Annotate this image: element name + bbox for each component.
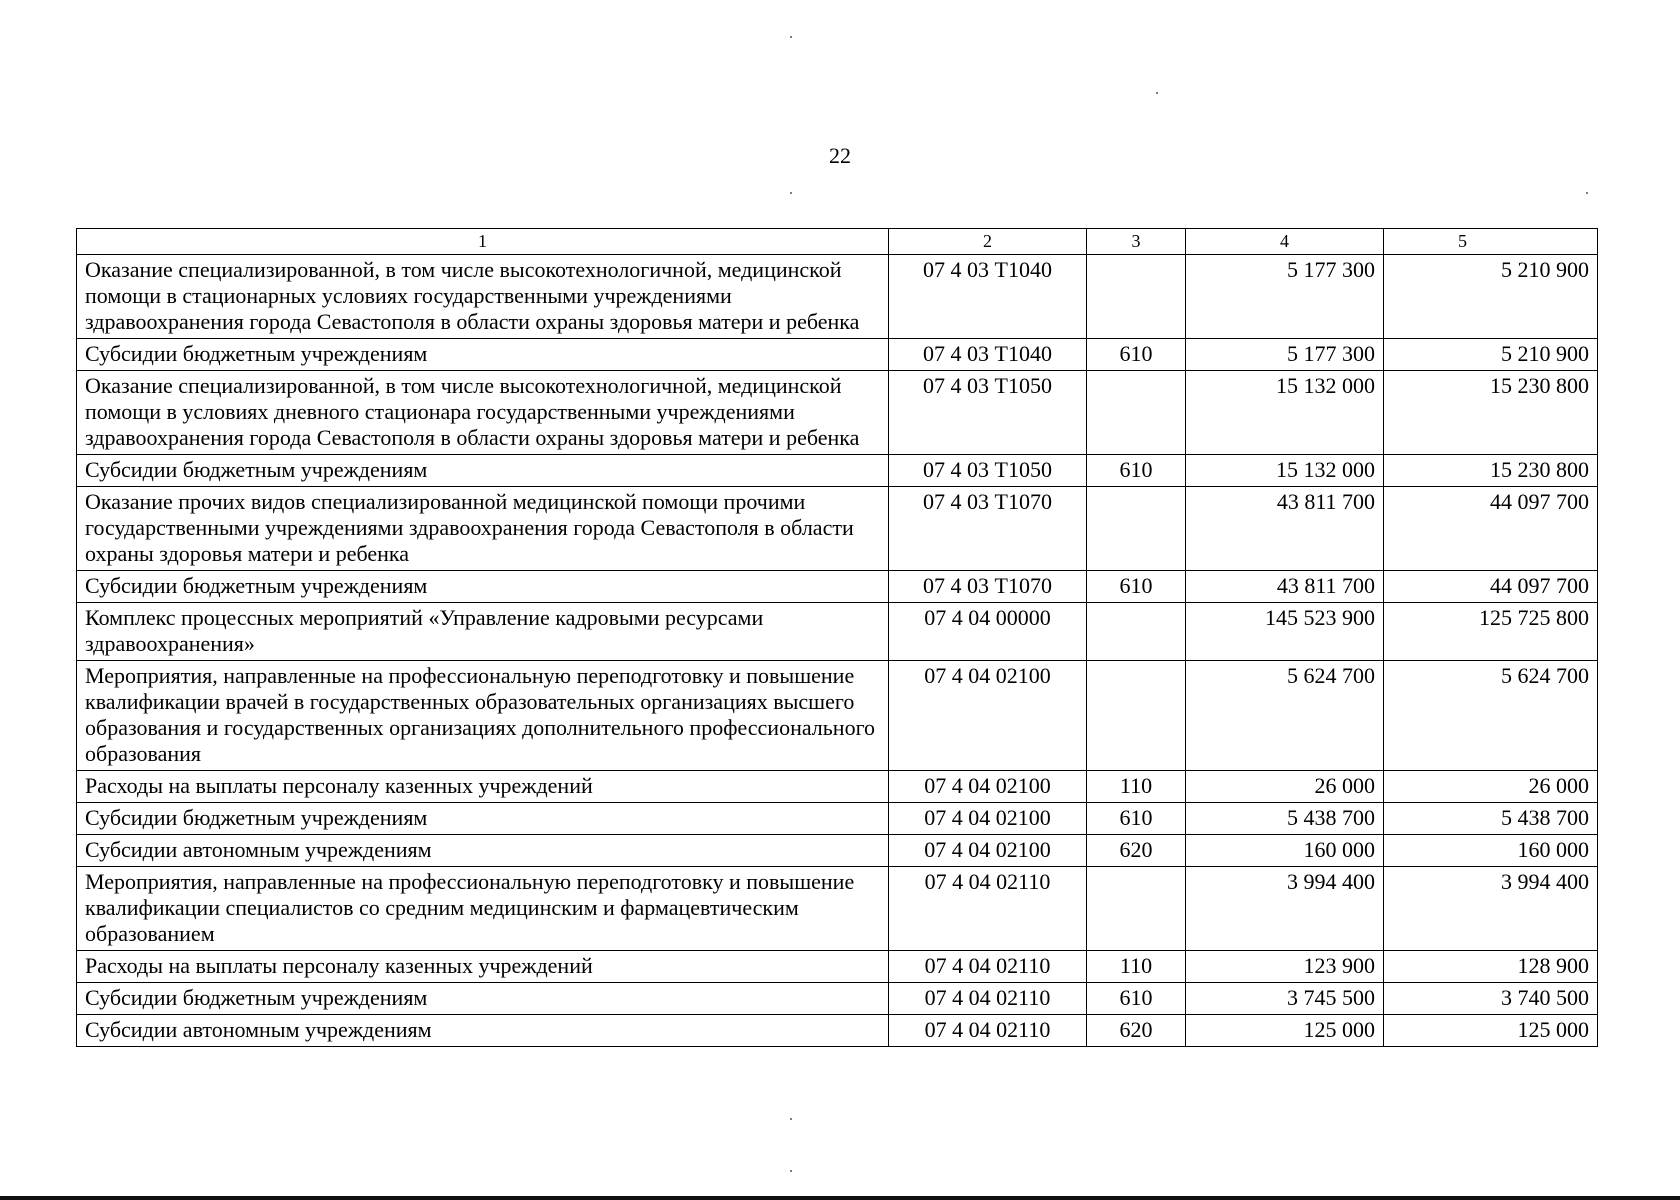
table-row bbox=[77, 487, 1598, 571]
row-name-cell: Субсидии бюджетным учреждениям bbox=[77, 571, 889, 603]
row-code-cell: 07 4 03 Т1040 bbox=[889, 255, 1087, 339]
row-code-cell: 07 4 03 Т1070 bbox=[889, 571, 1087, 603]
row-code-cell: 07 4 03 Т1050 bbox=[889, 455, 1087, 487]
row-name-cell: Расходы на выплаты персоналу казенных учреждений bbox=[77, 951, 889, 983]
table-row bbox=[77, 951, 1598, 983]
row-amount-2-cell: 3 740 500 bbox=[1384, 983, 1598, 1015]
row-code-cell: 07 4 04 02100 bbox=[889, 803, 1087, 835]
table-row bbox=[77, 339, 1598, 371]
row-type-cell bbox=[1087, 603, 1186, 661]
row-amount-1-cell: 26 000 bbox=[1186, 771, 1384, 803]
row-amount-1-cell: 3 994 400 bbox=[1186, 867, 1384, 951]
row-amount-1-cell: 15 132 000 bbox=[1186, 371, 1384, 455]
row-amount-2-cell: 5 624 700 bbox=[1384, 661, 1598, 771]
table-row bbox=[77, 803, 1598, 835]
row-type-cell: 620 bbox=[1087, 835, 1186, 867]
column-header-4: 4 bbox=[1186, 229, 1384, 255]
scan-speck bbox=[1586, 192, 1588, 194]
table-row bbox=[77, 255, 1598, 339]
column-header-5: 5 bbox=[1384, 229, 1598, 255]
page-number: 22 bbox=[829, 143, 851, 168]
row-amount-2-cell: 160 000 bbox=[1384, 835, 1598, 867]
row-type-cell bbox=[1087, 867, 1186, 951]
row-name-cell: Оказание прочих видов специализированной медицинской помощи прочими государственными учреждениями здравоохранения города Севастополя в области охраны здоровья матери и ребенка bbox=[77, 487, 889, 571]
row-amount-1-cell: 3 745 500 bbox=[1186, 983, 1384, 1015]
row-amount-2-cell: 128 900 bbox=[1384, 951, 1598, 983]
row-code-cell: 07 4 04 02110 bbox=[889, 1015, 1087, 1047]
row-amount-2-cell: 44 097 700 bbox=[1384, 487, 1598, 571]
row-amount-1-cell: 125 000 bbox=[1186, 1015, 1384, 1047]
row-type-cell: 110 bbox=[1087, 771, 1186, 803]
row-type-cell: 610 bbox=[1087, 983, 1186, 1015]
row-name-cell: Субсидии автономным учреждениям bbox=[77, 1015, 889, 1047]
table-row bbox=[77, 835, 1598, 867]
table-row bbox=[77, 455, 1598, 487]
scan-speck bbox=[790, 1170, 792, 1172]
row-name-cell: Субсидии бюджетным учреждениям bbox=[77, 339, 889, 371]
row-name-cell: Субсидии бюджетным учреждениям bbox=[77, 803, 889, 835]
table-row bbox=[77, 571, 1598, 603]
row-code-cell: 07 4 03 Т1050 bbox=[889, 371, 1087, 455]
row-amount-1-cell: 43 811 700 bbox=[1186, 487, 1384, 571]
table-row bbox=[77, 771, 1598, 803]
row-amount-1-cell: 145 523 900 bbox=[1186, 603, 1384, 661]
row-amount-2-cell: 5 210 900 bbox=[1384, 255, 1598, 339]
row-amount-2-cell: 5 438 700 bbox=[1384, 803, 1598, 835]
table-row bbox=[77, 371, 1598, 455]
column-header-1: 1 bbox=[77, 229, 889, 255]
scan-speck bbox=[1156, 92, 1158, 94]
row-type-cell bbox=[1087, 255, 1186, 339]
row-code-cell: 07 4 04 02100 bbox=[889, 771, 1087, 803]
row-code-cell: 07 4 04 02100 bbox=[889, 835, 1087, 867]
row-amount-2-cell: 15 230 800 bbox=[1384, 455, 1598, 487]
row-name-cell: Мероприятия, направленные на профессиональную переподготовку и повышение квалификации специалистов со средним медицинским и фармацевтическим образованием bbox=[77, 867, 889, 951]
row-type-cell: 610 bbox=[1087, 571, 1186, 603]
row-amount-2-cell: 15 230 800 bbox=[1384, 371, 1598, 455]
column-header-2: 2 bbox=[889, 229, 1087, 255]
row-code-cell: 07 4 04 02110 bbox=[889, 867, 1087, 951]
table-row bbox=[77, 661, 1598, 771]
row-name-cell: Расходы на выплаты персоналу казенных учреждений bbox=[77, 771, 889, 803]
row-amount-2-cell: 44 097 700 bbox=[1384, 571, 1598, 603]
table-header-row bbox=[77, 229, 1598, 255]
row-name-cell: Субсидии бюджетным учреждениям bbox=[77, 983, 889, 1015]
scan-speck bbox=[790, 36, 792, 38]
row-name-cell: Комплекс процессных мероприятий «Управление кадровыми ресурсами здравоохранения» bbox=[77, 603, 889, 661]
row-amount-1-cell: 5 177 300 bbox=[1186, 255, 1384, 339]
row-amount-1-cell: 43 811 700 bbox=[1186, 571, 1384, 603]
row-code-cell: 07 4 04 00000 bbox=[889, 603, 1087, 661]
row-amount-1-cell: 5 438 700 bbox=[1186, 803, 1384, 835]
page-bottom-edge bbox=[0, 1196, 1680, 1200]
row-amount-1-cell: 15 132 000 bbox=[1186, 455, 1384, 487]
table-row bbox=[77, 867, 1598, 951]
row-amount-1-cell: 5 624 700 bbox=[1186, 661, 1384, 771]
row-code-cell: 07 4 03 Т1040 bbox=[889, 339, 1087, 371]
table-row bbox=[77, 603, 1598, 661]
row-name-cell: Оказание специализированной, в том числе высокотехнологичной, медицинской помощи в стационарных условиях государственными учреждениями здравоохранения города Севастополя в области охраны здоровья матери и ребенка bbox=[77, 255, 889, 339]
row-type-cell bbox=[1087, 371, 1186, 455]
row-name-cell: Мероприятия, направленные на профессиональную переподготовку и повышение квалификации врачей в государственных образовательных организациях высшего образования и государственных организациях дополнительного профессионального образования bbox=[77, 661, 889, 771]
row-code-cell: 07 4 04 02110 bbox=[889, 951, 1087, 983]
table-row bbox=[77, 983, 1598, 1015]
row-code-cell: 07 4 04 02110 bbox=[889, 983, 1087, 1015]
row-amount-1-cell: 123 900 bbox=[1186, 951, 1384, 983]
row-amount-2-cell: 125 000 bbox=[1384, 1015, 1598, 1047]
row-code-cell: 07 4 04 02100 bbox=[889, 661, 1087, 771]
row-amount-1-cell: 5 177 300 bbox=[1186, 339, 1384, 371]
row-amount-1-cell: 160 000 bbox=[1186, 835, 1384, 867]
row-amount-2-cell: 3 994 400 bbox=[1384, 867, 1598, 951]
row-type-cell: 620 bbox=[1087, 1015, 1186, 1047]
row-name-cell: Оказание специализированной, в том числе высокотехнологичной, медицинской помощи в условиях дневного стационара государственными учреждениями здравоохранения города Севастополя в области охраны здоровья матери и ребенка bbox=[77, 371, 889, 455]
row-amount-2-cell: 26 000 bbox=[1384, 771, 1598, 803]
column-header-3: 3 bbox=[1087, 229, 1186, 255]
row-type-cell: 610 bbox=[1087, 455, 1186, 487]
row-type-cell bbox=[1087, 487, 1186, 571]
table-row bbox=[77, 1015, 1598, 1047]
row-name-cell: Субсидии бюджетным учреждениям bbox=[77, 455, 889, 487]
row-amount-2-cell: 5 210 900 bbox=[1384, 339, 1598, 371]
scan-speck bbox=[790, 1118, 792, 1120]
budget-table bbox=[76, 228, 1598, 1047]
row-type-cell: 610 bbox=[1087, 803, 1186, 835]
row-type-cell: 610 bbox=[1087, 339, 1186, 371]
row-name-cell: Субсидии автономным учреждениям bbox=[77, 835, 889, 867]
row-type-cell: 110 bbox=[1087, 951, 1186, 983]
row-type-cell bbox=[1087, 661, 1186, 771]
scan-speck bbox=[790, 192, 792, 194]
row-amount-2-cell: 125 725 800 bbox=[1384, 603, 1598, 661]
row-code-cell: 07 4 03 Т1070 bbox=[889, 487, 1087, 571]
